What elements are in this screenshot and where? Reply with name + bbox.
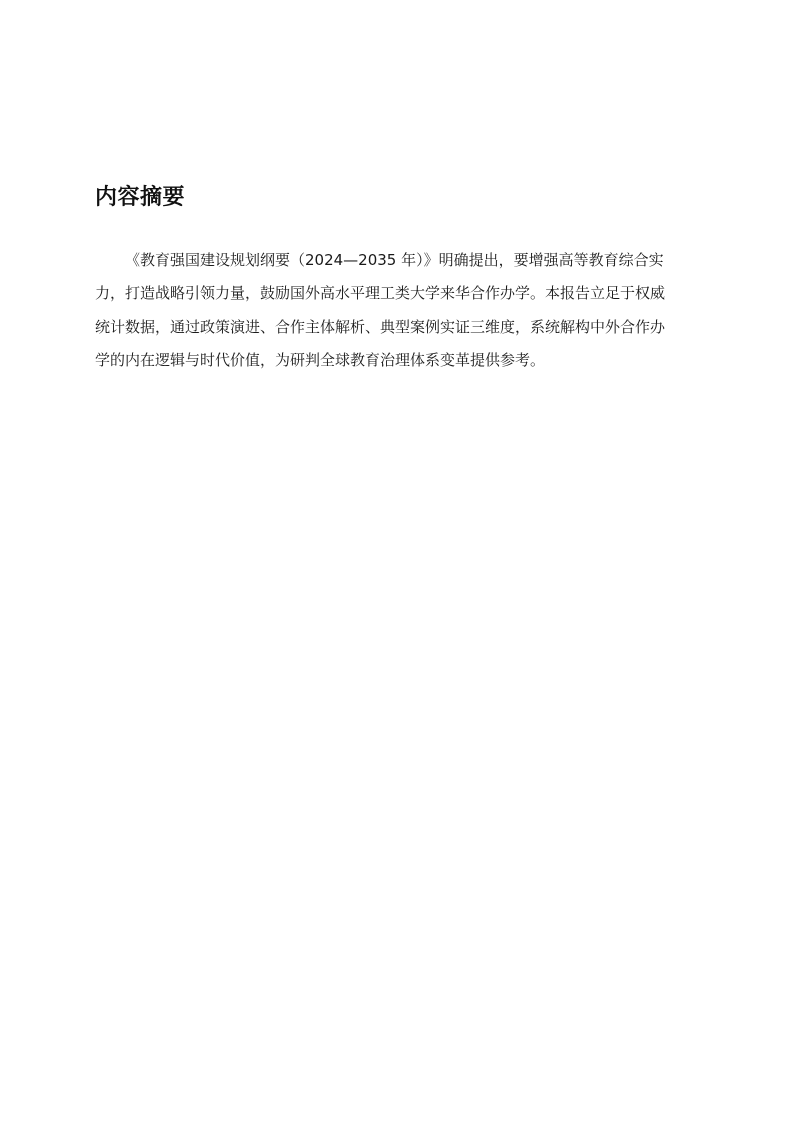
abstract-line: 《教育强国建设规划纲要（2024—2035 年）》明确提出，要增强高等教育综合实 — [125, 251, 664, 269]
abstract-paragraph — [95, 244, 701, 377]
abstract-line: 力，打造战略引领力量，鼓励国外高水平理工类大学来华合作办学。本报告立足于权威 — [95, 284, 666, 303]
abstract-line: 统计数据，通过政策演进、合作主体解析、典型案例实证三维度，系统解构中外合作办 — [95, 317, 666, 336]
section-heading: 内容摘要 — [95, 185, 186, 210]
abstract-line: 学的内在逻辑与时代价值，为研判全球教育治理体系变革提供参考。 — [95, 350, 546, 369]
